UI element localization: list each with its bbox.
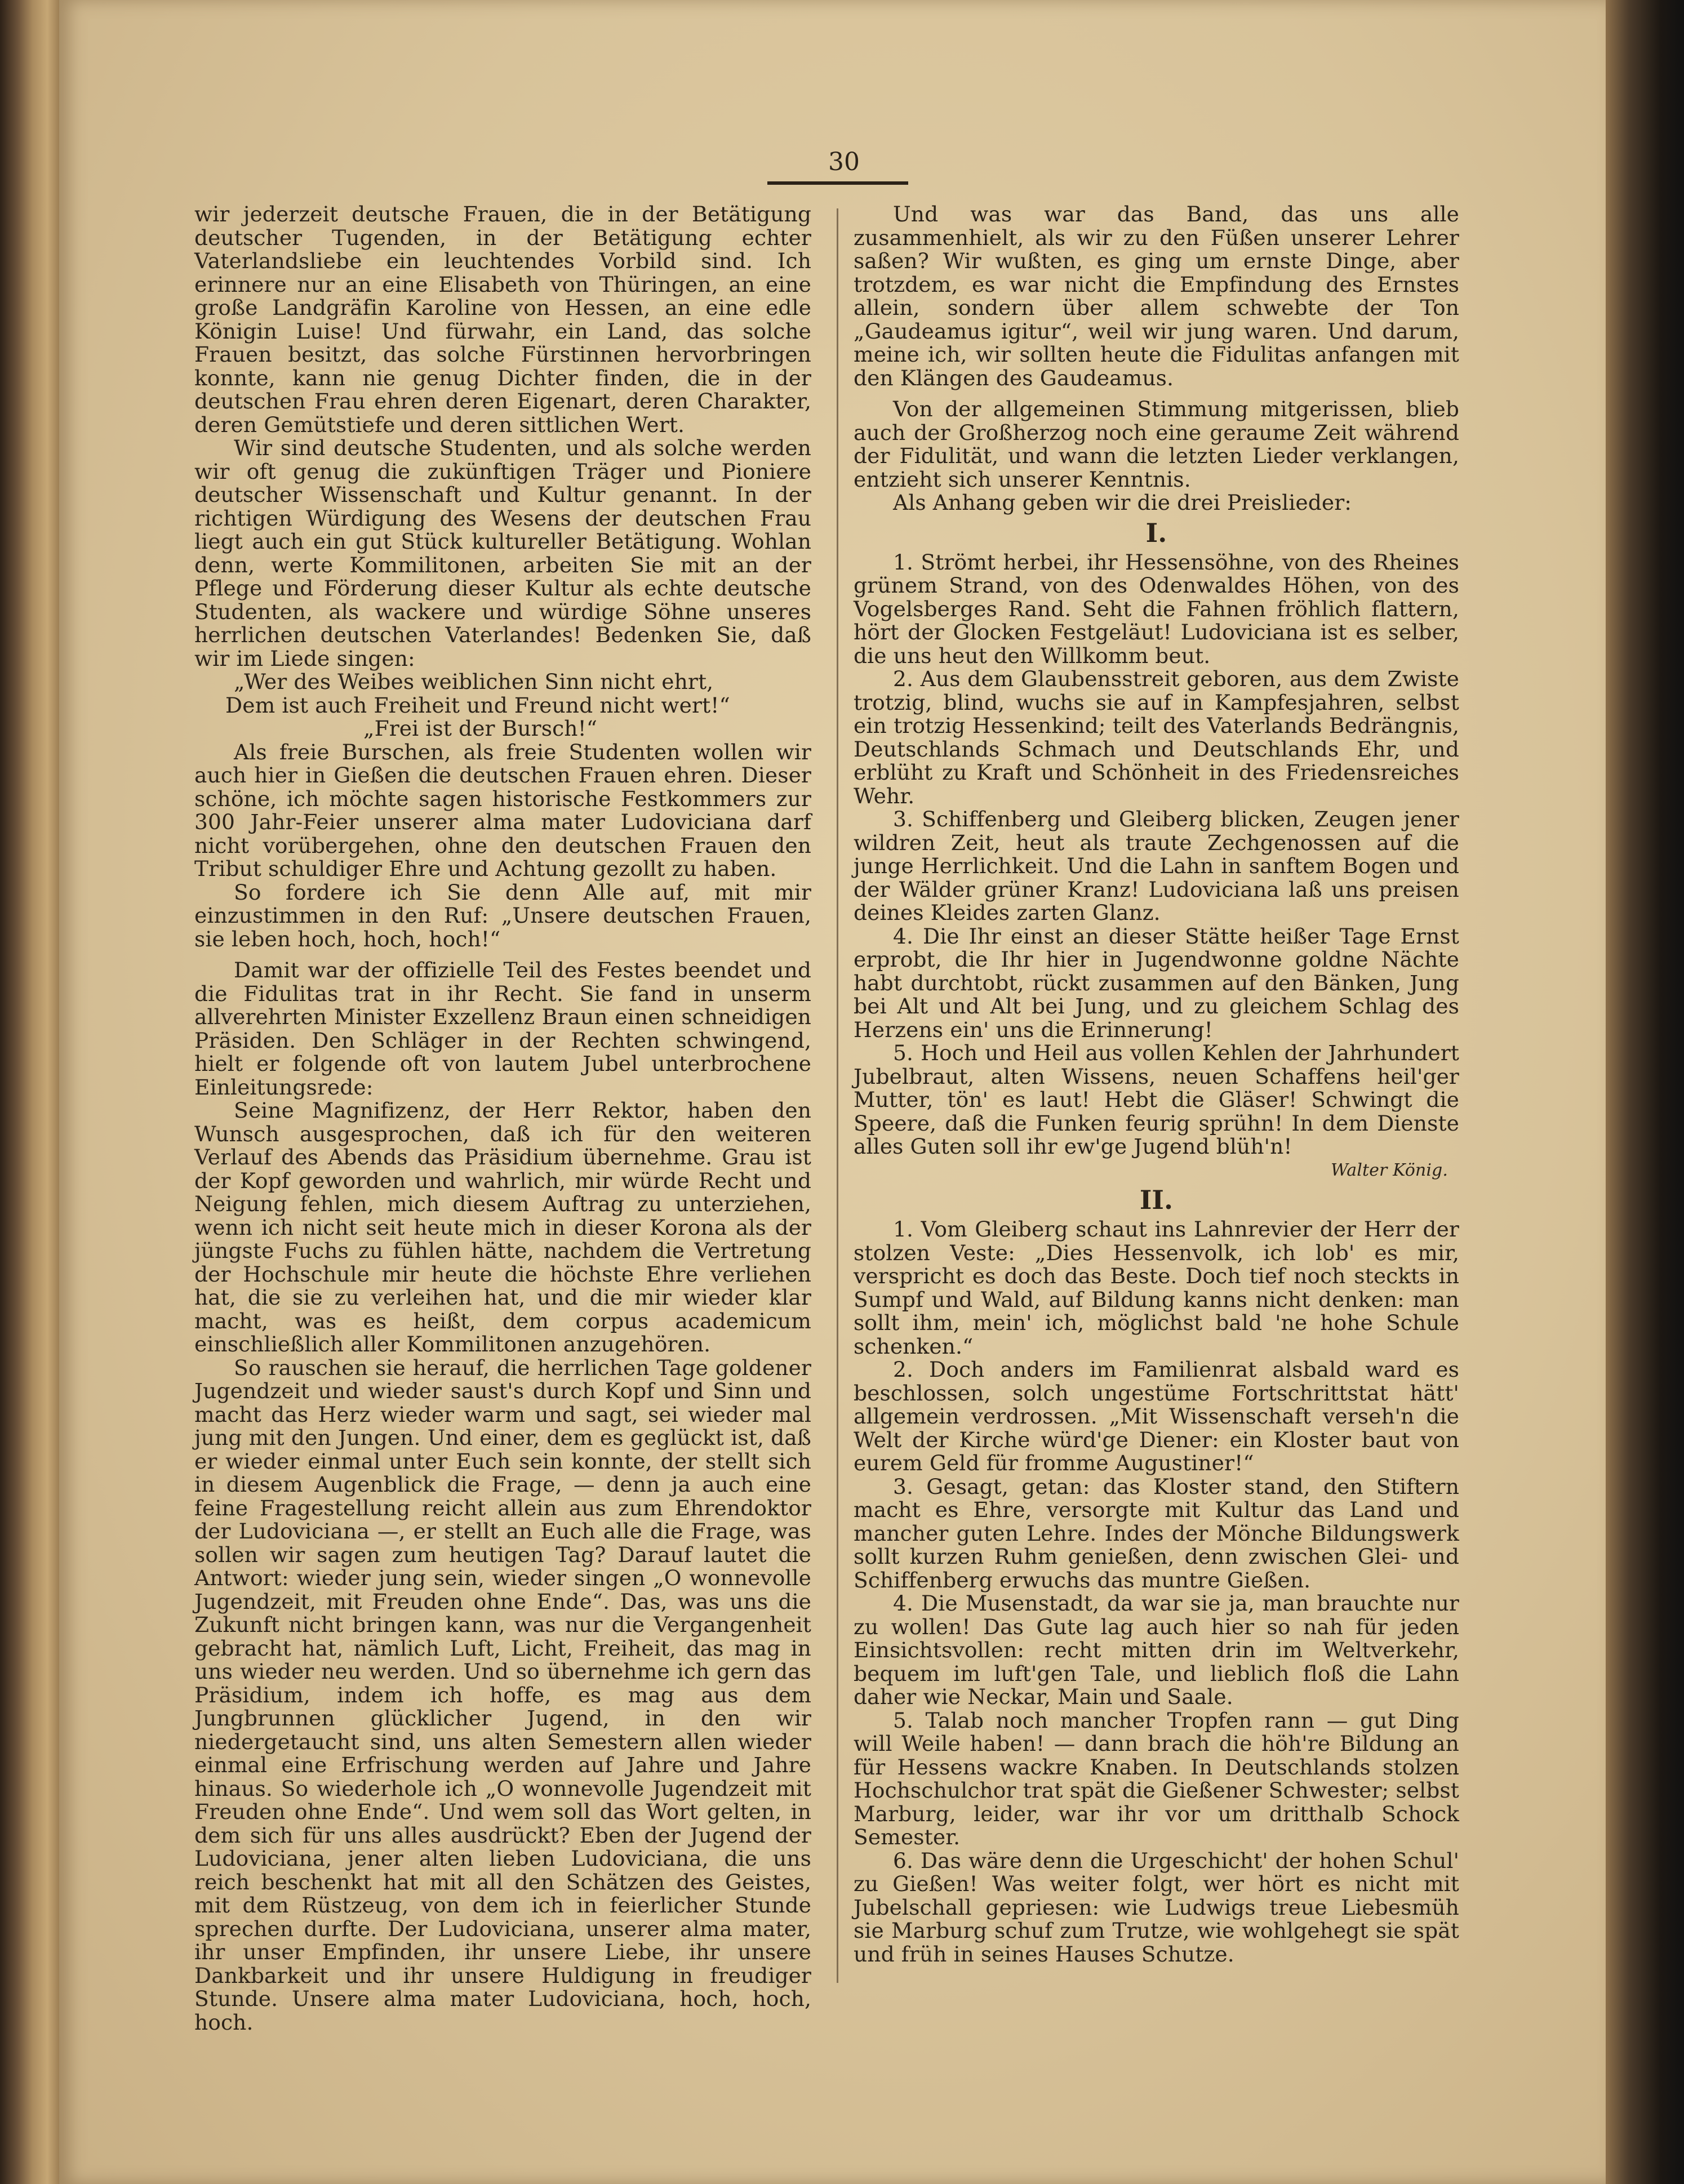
song-verse: 3. Schiffenberg und Gleiberg blicken, Zeugen jener wildren Zeit, heut als traute Zechgenossen auf die junge Herrlichkeit. Und die Lahn in sanftem Bogen und der Wälder grüner Kranz! Ludoviciana laß uns preisen deines Kleides zarten Glanz. [854, 807, 1459, 925]
song-verse: 3. Gesagt, getan: das Kloster stand, den Stiftern macht es Ehre, versorgte mit Kultur das Land und mancher guten Lehre. Indes der Mönche Bildungswerk sollt kurzen Ruhm genießen, denn zwischen Glei- und Schiffenberg erwuchs das muntre Gießen. [854, 1474, 1459, 1593]
left-page-edges [0, 0, 59, 2184]
song-verse: 2. Aus dem Glaubensstreit geboren, aus dem Zwiste trotzig, blind, wuchs sie auf in Kampfesjahren, selbst ein trotzig Hessenkind; teilt des Vaterlands Bedrängnis, Deutschlands Schmach und Deutschlands Ehr, und erblüht zu Kraft und Schönheit in des Friedensreiches Wehr. [854, 666, 1459, 808]
paragraph: Als freie Burschen, als freie Studenten wollen wir auch hier in Gießen die deutschen Frauen ehren. Dieser schöne, ich möchte sagen historische Festkommers zur 300 Jahr-Feier unserer alma mater Ludoviciana darf nicht vorübergehen, ohne den deutschen Frauen den Tribut schuldiger Ehre und Achtung gezollt zu haben. [194, 739, 811, 881]
song-verse: 6. Das wäre denn die Urgeschicht' der hohen Schul' zu Gießen! Was weiter folgt, wer hört es nicht mit Jubelschall gepriesen: wie Ludwigs treue Liebesmüh sie Marburg schuf zum Trutze, wie wohlgehegt sie spät und früh in seines Hauses Schutze. [854, 1848, 1459, 1967]
page-number: 30 [828, 148, 860, 176]
right-binding-edge [1606, 0, 1684, 2184]
song-heading: I. [1145, 517, 1167, 548]
verse-quote [194, 670, 811, 741]
column-divider [837, 208, 838, 1983]
right-column [854, 203, 1459, 1966]
song-heading: II. [1139, 1185, 1174, 1215]
song-verse: 5. Hoch und Heil aus vollen Kehlen der Jahrhundert Jubelbraut, alten Wissens, neuen Schaffens heil'ger Mutter, tön' es laut! Hebt die Gläser! Schwingt die Speere, daß die Funken feurig sprühn! In dem Dienste alles Guten soll ihr ew'ge Jugend blüh'n! [854, 1040, 1459, 1159]
paragraph: Als Anhang geben wir die drei Preislieder: [893, 490, 1352, 515]
song-verse: 4. Die Ihr einst an dieser Stätte heißer Tage Ernst erprobt, die Ihr hier in Jugendwonne goldne Nächte habt durchtobt, rückt zusammen auf den Bänken, Jung bei Alt und Alt bei Jung, und zu gleichem Schlag des Herzens ein' uns die Erinnerung! [854, 923, 1459, 1042]
song-verse: 1. Vom Gleiberg schaut ins Lahnrevier der Herr der stolzen Veste: „Dies Hessenvolk, ich lob' es mir, verspricht es doch das Beste. Doch tief noch steckts in Sumpf und Wald, auf Bildung kanns nicht denken: man sollt ihm, mein' ich, möglichst bald 'ne hohe Schule schenken.“ [854, 1217, 1459, 1359]
paragraph: Wir sind deutsche Studenten, und als solche werden wir oft genug die zukünftigen Träger und Pioniere deutscher Wissenschaft und Kultur genannt. In der richtigen Würdigung des Wesens der deutschen Frau liegt auch ein gut Stück kultureller Betätigung. Wohlan denn, werte Kommilitonen, arbeiten Sie mit an der Pflege und Förderung dieser Kultur als echte deutsche Studenten, als wackere und würdige Söhne unseres herrlichen deutschen Vaterlandes! Bedenken Sie, daß wir im Liede singen: [194, 435, 811, 671]
verse-line: „Wer des Weibes weiblichen Sinn nicht ehrt, [234, 669, 714, 694]
paragraph: Von der allgemeinen Stimmung mitgerissen, blieb auch der Großherzog noch eine geraume Zeit während der Fidulität, und wann die letzten Lieder verklangen, entzieht sich unserer Kenntnis. [854, 397, 1459, 492]
paragraph: Und was war das Band, das uns alle zusammenhielt, als wir zu den Füßen unserer Lehrer saßen? Wir wußten, es ging um ernste Dinge, aber trotzdem, es war nicht die Empfindung des Ernstes allein, sondern über allem schwebte der Ton „Gaudeamus igitur“, weil wir jung waren. Und darum, meine ich, wir sollten heute die Fidulitas anfangen mit den Klängen des Gaudeamus. [854, 202, 1459, 390]
verse-line: Dem ist auch Freiheit und Freund nicht wert!“ [225, 692, 730, 718]
song-verse: 5. Talab noch mancher Tropfen rann — gut Ding will Weile haben! — dann brach die höh're Bildung an für Hessens wackre Knaben. In Deutschlands stolzen Hochschulchor trat spät die Gießener Schwester; selbst Marburg, leider, war ihr vor um dritthalb Schock Semester. [854, 1707, 1459, 1849]
left-column [194, 203, 811, 2034]
paragraph: So fordere ich Sie denn Alle auf, mit mir einzustimmen in den Ruf: „Unsere deutschen Frauen, sie leben hoch, hoch, hoch!“ [194, 879, 811, 951]
verse-line: „Frei ist der Bursch!“ [363, 716, 598, 741]
paragraph: wir jederzeit deutsche Frauen, die in der Betätigung deutscher Tugenden, in der Betätigung echter Vaterlandsliebe ein leuchtendes Vorbild sind. Ich erinnere nur an eine Elisabeth von Thüringen, an eine große Landgräfin Karoline von Hessen, an eine edle Königin Luise! Und fürwahr, ein Land, das solche Frauen besitzt, das solche Fürstinnen hervorbringen konnte, kann nie genug Dichter finden, die in der deutschen Frau ehren deren Eigenart, deren Charakter, deren Gemütstiefe und deren sittlichen Wert. [194, 202, 811, 437]
song-verse: 2. Doch anders im Familienrat alsbald ward es beschlossen, solch ungestüme Fortschrittstat hätt' allgemein verdrossen. „Mit Wissenschaft verseh'n die Welt der Kirche würd'ge Diener: ein Kloster baut von eurem Geld für fromme Augustiner!“ [854, 1357, 1459, 1475]
paragraph: So rauschen sie herauf, die herrlichen Tage goldener Jugendzeit und wieder saust's durch Kopf und Sinn und macht das Herz wieder warm und sagt, sei wieder mal jung mit den Jungen. Und einer, dem es geglückt ist, daß er wieder einmal unter Euch sein konnte, der stellt sich in diesem Augenblick die Frage, — denn ja auch eine feine Fragestellung reicht allein aus zum Ehrendoktor der Ludoviciana —, er stellt an Euch alle die Frage, was sollen wir sagen zum heutigen Tag? Darauf lautet die Antwort: wieder jung sein, wieder singen „O wonnevolle Jugendzeit, mit Freuden ohne Ende“. Das, was uns die Zukunft nicht bringen kann, was nur die Vergangenheit gebracht hat, nämlich Luft, Licht, Freiheit, das mag in uns wieder neu werden. Und so übernehme ich gern das Präsidium, indem ich hoffe, es mag aus dem Jungbrunnen glücklicher Jugend, in den wir niedergetaucht sind, uns alten Semestern allen wieder einmal eine Erfrischung werden auf Jahre und Jahre hinaus. So wiederhole ich „O wonnevolle Jugendzeit mit Freuden ohne Ende“. Und wem soll das Wort gelten, in dem sich für uns alles ausdrückt? Eben der Jugend der Ludoviciana, jener alten lieben Ludoviciana, die uns reich beschenkt hat mit all den Schätzen des Geistes, mit dem Rüstzeug, von dem ich in feierlicher Stunde sprechen durfte. Der Ludoviciana, unserer alma mater, ihr unser Empfinden, ihr unsere Liebe, ihr unsere Dankbarkeit und ihr unsere Huldigung in freudiger Stunde. Unsere alma mater Ludoviciana, hoch, hoch, hoch. [194, 1355, 811, 2035]
song-verse: 1. Strömt herbei, ihr Hessensöhne, von des Rheines grünem Strand, von des Odenwaldes Höhen, von des Vogelsberges Rand. Seht die Fahnen fröhlich flattern, hört der Glocken Festgeläut! Ludoviciana ist es selber, die uns heut den Willkomm beut. [854, 549, 1459, 668]
author-signature: Walter König. [1330, 1160, 1448, 1180]
song-verse: 4. Die Musenstadt, da war sie ja, man brauchte nur zu wollen! Das Gute lag auch hier so nah für jeden Einsichtsvollen: recht mitten drin im Weltverkehr, bequem im luft'gen Tale, und lieblich floß die Lahn daher wie Neckar, Main und Saale. [854, 1591, 1459, 1709]
page-number-rule [767, 181, 908, 185]
paragraph: Seine Magnifizenz, der Herr Rektor, haben den Wunsch ausgesprochen, daß ich für den weiteren Verlauf des Abends das Präsidium übernehme. Grau ist der Kopf geworden und wahrlich, mir würde Recht und Neigung fehlen, mich diesem Auftrag zu unterziehen, wenn ich nicht seit heute mich in dieser Korona als der jüngste Fuchs zu fühlen hätte, nachdem die Vertretung der Hochschule mir heute die höchste Ehre verliehen hat, die sie zu verleihen hat, und die mir wieder klar macht, was es heißt, dem corpus academicum einschließlich aller Kommilitonen anzugehören. [194, 1098, 811, 1356]
paragraph: Damit war der offizielle Teil des Festes beendet und die Fidulitas trat in ihr Recht. Sie fand in unserm allverehrten Minister Exzellenz Braun einen schneidigen Präsiden. Den Schläger in der Rechten schwingend, hielt er folgende oft von lautem Jubel unterbrochene Einleitungsrede: [194, 958, 811, 1100]
